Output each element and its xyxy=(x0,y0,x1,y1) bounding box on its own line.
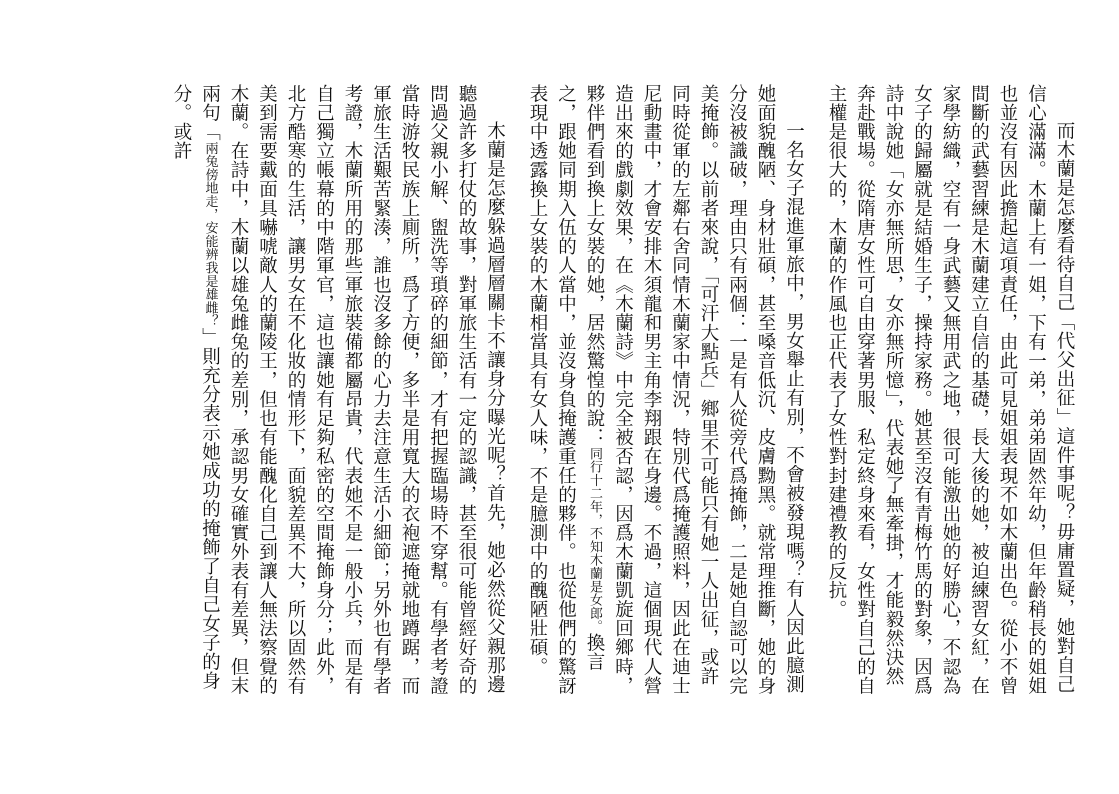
paragraph-text: 木蘭是怎麼躲過層層關卡不讓身分曝光呢？首先，她必然從父親那邊聽過許多打仗的故事，對軍旅生活有一定的認識，甚至很可能曾經好奇的問過父親小解、盥洗等瑣碎的細節，才有把握臨場時不穿幫。有學者考證當時游牧民族上廁所，爲了方便，多半是用寬大的衣袍遮掩就地蹲踞，而軍旅生活艱苦緊湊，誰也沒多餘的心力去注意生活小細節；另外也有學者考證，木蘭所用的那些軍旅裝備都屬昂貴，代表她不是一般小兵，而是有自己獨立帳幕的中階軍官，這也讓她有足夠私密的空間掩飾身分；此外，北方酷寒的生活，讓男女在不化妝的情形下，面貌差異不大，所以固然有美到需要戴面具嚇唬敵人的蘭陵王，但也有能醜化自己到讓人無法察覺的木蘭。在詩中，木蘭以雄兔雌兔的差別，承認男女確實外表有差異，但末兩句「 xyxy=(199,84,506,696)
paragraph-mulan-confidence xyxy=(822,84,1079,704)
paragraph-text: 而木蘭是怎麼看待自己「代父出征」這件事呢？毋庸置疑，她對自己信心滿滿。木蘭上有一姐，下有一弟，弟弟固然年幼，但年齡稍長的姐姐也並沒有因此擔起這項責任，由此可見姐姐表現不如木蘭出色。從小不曾間斷的武藝習練是木蘭建立自信的基礎，長大後的她，被迫練習女紅，在家學紡織，空有一身武藝又無用武之地，很可能激出她的好勝心，不認為女子的歸屬就是結婚生子，操持家務。她甚至沒有青梅竹馬的對象，因爲詩中說她「女亦無所思，女亦無所憶」，代表她了無牽掛，才能毅然決然奔赴戰場。從隋唐女性可自由穿著男服、私定終身來看，女性對自己的自主權是很大的，木蘭的作風也正代表了女性對封建禮教的反抗。 xyxy=(826,84,1075,696)
paragraph-text: 換言之，跟她同期入伍的人當中，並沒身負掩護重任的夥伴。也從他們的驚訝表現中透露換上女裝的木蘭相當具有女人味，不是臆測中的醜陋壯碩。 xyxy=(527,84,605,696)
paragraph-text: 」則充分表示她成功的掩飾了自己女子的身分。或許 xyxy=(171,84,221,691)
vertical-text-page xyxy=(78,84,1078,704)
paragraph-disguise-question xyxy=(523,84,808,704)
paragraph-hiding-identity xyxy=(167,84,509,704)
quoted-poem-line: 兩兔傍地走，安能辨我是雄雌？ xyxy=(202,141,218,328)
quoted-poem-line: 同行十二年，不知木蘭是女郎。 xyxy=(587,446,602,634)
paragraph-text: 一名女子混進軍旅中，男女舉止有別，不會被發現嗎？有人因此臆測她面貌醜陋、身材壯碩，甚至嗓音低沉、皮膚黝黑。就常理推斷，她的身分沒被識破，理由只有兩個：一是有人從旁代爲掩飾，二是她自認可以完美掩飾。以前者來說，「可汗大點兵」鄉里不可能只有她一人出征，或許同時從軍的左鄰右舍同情木蘭家中情況，特別代爲掩護照料，因此在迪士尼動畫中，才會安排木須龍和男主角李翔跟在身邊。不過，這個現代人營造出來的戲劇效果，在《木蘭詩》中完全被否認，因爲木蘭凱旋回鄉時，夥伴們看到換上女裝的她，居然驚惶的說： xyxy=(584,84,805,696)
